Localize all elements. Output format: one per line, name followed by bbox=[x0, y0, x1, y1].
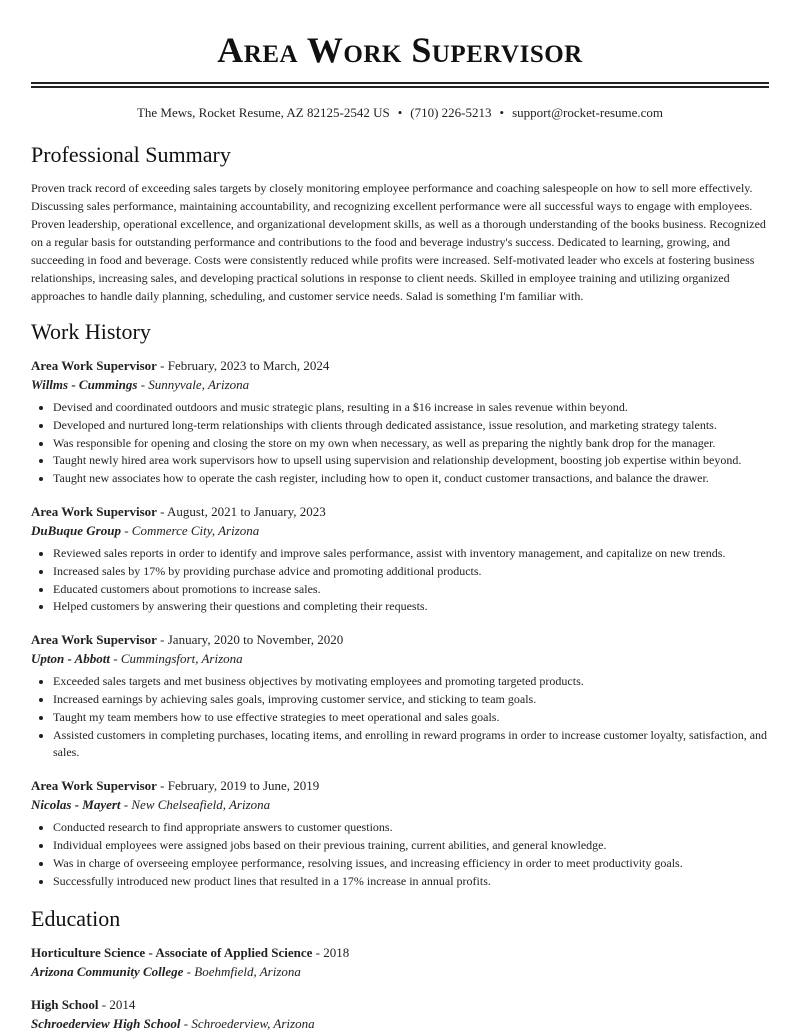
job-bullets bbox=[31, 819, 769, 890]
company-line bbox=[31, 375, 769, 394]
job-entry bbox=[31, 630, 769, 762]
job-bullet: • Increased sales by 17% by providing purchase advice and promoting additional products. bbox=[53, 563, 769, 581]
job-bullet: • Taught new associates how to operate the cash register, including how to open it, conduct customer transactions, and balance the drawer. bbox=[53, 470, 769, 488]
summary-text: Proven track record of exceeding sales targets by closely monitoring employee performance and coaching salespeople on how to sell more effectively. Discussing sales performance, maintaining accountability, and recognizing excellent performance were all successful ways to engage with employees. Proven leadership, operational excellence, and organizational development skills, as well as a thorough understanding of the books business. Recognized on a regular basis for outstanding performance and contributions to the food and beverage industry's success. Dedicated to learning, growing, and succeeding in food and beverage. Costs were consistently reduced while profits were increased. Self-motivated leader who excels at fostering business relationships, increasing sales, and developing practical solutions in response to client needs. Skilled in employee training and utilizing organized approaches to handle daily planning, scheduling, and customer service needs. Salad is something I'm familiar with. bbox=[31, 181, 766, 303]
company-line bbox=[31, 649, 769, 668]
header-rule-top bbox=[31, 82, 769, 84]
job-dates: - January, 2020 to November, 2020 bbox=[156, 632, 344, 648]
job-title-line bbox=[31, 356, 769, 375]
job-bullet: • Was responsible for opening and closing the store on my own when necessary, as well as preparing the nightly bank drop for the manager. bbox=[53, 435, 769, 453]
education-heading: Education bbox=[31, 906, 121, 932]
company-name: Upton - Abbott bbox=[31, 651, 110, 667]
job-bullet: • Helped customers by answering their questions and completing their requests. bbox=[53, 598, 769, 616]
degree: Horticulture Science - Associate of Applied Science bbox=[31, 945, 313, 961]
job-bullets bbox=[31, 545, 769, 616]
graduation-year: - 2014 bbox=[98, 997, 136, 1013]
job-bullet: • Taught newly hired area work supervisors how to upsell using supervision and relationship development, boosting job expertise within beyond. bbox=[53, 452, 769, 470]
company-location: - Commerce City, Arizona bbox=[120, 522, 260, 538]
education-entry bbox=[31, 995, 769, 1033]
company-name: DuBuque Group bbox=[31, 522, 121, 538]
school-name: Schroederview High School bbox=[31, 1016, 181, 1032]
school-line bbox=[31, 1014, 769, 1033]
school-location: - Schroederview, Arizona bbox=[180, 1016, 315, 1032]
work-history-heading: Work History bbox=[31, 319, 151, 344]
job-bullet: • Educated customers about promotions to increase sales. bbox=[53, 581, 769, 599]
summary-section bbox=[31, 140, 769, 305]
resume-content bbox=[31, 140, 769, 1035]
job-title: Area Work Supervisor bbox=[31, 632, 157, 648]
job-bullet: • Individual employees were assigned jobs based on their previous training, current abilities, and general knowledge. bbox=[53, 837, 769, 855]
job-title: Area Work Supervisor bbox=[31, 503, 157, 519]
job-title: Area Work Supervisor bbox=[31, 778, 157, 794]
job-bullet: • Assisted customers in completing purchases, locating items, and enrolling in reward programs in order to increase customer loyalty, satisfaction, and sales. bbox=[53, 727, 769, 763]
school-line bbox=[31, 962, 769, 981]
school-location: - Boehmfield, Arizona bbox=[183, 964, 301, 980]
company-line bbox=[31, 795, 769, 814]
contact-address: The Mews, Rocket Resume, AZ 82125-2542 US bbox=[136, 105, 390, 120]
graduation-year: - 2018 bbox=[312, 945, 350, 961]
job-title-line bbox=[31, 776, 769, 795]
company-line bbox=[31, 521, 769, 540]
contact-line bbox=[0, 104, 800, 122]
job-title-line bbox=[31, 630, 769, 649]
education-list bbox=[31, 943, 769, 1033]
candidate-name: Area Work Supervisor bbox=[217, 30, 583, 70]
contact-separator: • bbox=[397, 105, 403, 120]
job-bullet: • Taught my team members how to use effective strategies to meet operational and sales goals. bbox=[53, 709, 769, 727]
summary-heading: Professional Summary bbox=[31, 142, 231, 167]
job-dates: - August, 2021 to January, 2023 bbox=[156, 503, 326, 519]
job-bullet: • Successfully introduced new product lines that resulted in a 17% increase in annual profits. bbox=[53, 873, 769, 891]
job-entry bbox=[31, 776, 769, 890]
contact-phone: (710) 226-5213 bbox=[410, 105, 492, 120]
job-title-line bbox=[31, 502, 769, 521]
contact-separator: • bbox=[499, 105, 505, 120]
degree: High School bbox=[31, 997, 99, 1013]
job-dates: - February, 2023 to March, 2024 bbox=[156, 358, 330, 373]
education-entry bbox=[31, 943, 769, 981]
job-title: Area Work Supervisor bbox=[31, 358, 157, 373]
company-name: Nicolas - Mayert bbox=[31, 797, 121, 813]
job-bullet: • Devised and coordinated outdoors and music strategic plans, resulting in a $16 increase in sales revenue within beyond. bbox=[53, 399, 769, 417]
job-bullet: • Reviewed sales reports in order to identify and improve sales performance, assist with inventory management, and capitalize on new trends. bbox=[53, 545, 769, 563]
header-rule-bottom bbox=[31, 86, 769, 88]
job-bullet: • Increased earnings by achieving sales goals, improving customer service, and sticking to team goals. bbox=[53, 691, 769, 709]
job-bullet: • Developed and nurtured long-term relationships with clients through dedicated assistance, issue resolution, and marketing strategy talents. bbox=[53, 417, 769, 435]
job-entry bbox=[31, 356, 769, 488]
company-location: - Sunnyvale, Arizona bbox=[137, 377, 250, 392]
company-location: - New Chelseafield, Arizona bbox=[120, 797, 271, 813]
job-list bbox=[31, 356, 769, 890]
contact-email[interactable]: support@rocket-resume.com bbox=[512, 105, 664, 120]
degree-line bbox=[31, 995, 769, 1014]
degree-line bbox=[31, 943, 769, 962]
work-history-section bbox=[31, 317, 769, 890]
job-bullets bbox=[31, 399, 769, 488]
job-dates: - February, 2019 to June, 2019 bbox=[156, 778, 320, 794]
job-bullet: • Exceeded sales targets and met business objectives by motivating employees and promoting targeted products. bbox=[53, 673, 769, 691]
education-section bbox=[31, 904, 769, 1033]
school-name: Arizona Community College bbox=[31, 964, 184, 980]
job-bullet: • Was in charge of overseeing employee performance, resolving issues, and increasing efficiency in order to meet productivity goals. bbox=[53, 855, 769, 873]
company-name: Willms - Cummings bbox=[31, 377, 138, 392]
job-bullets bbox=[31, 673, 769, 762]
job-bullet: • Conducted research to find appropriate answers to customer questions. bbox=[53, 819, 769, 837]
company-location: - Cummingsfort, Arizona bbox=[109, 651, 243, 667]
job-entry bbox=[31, 502, 769, 616]
